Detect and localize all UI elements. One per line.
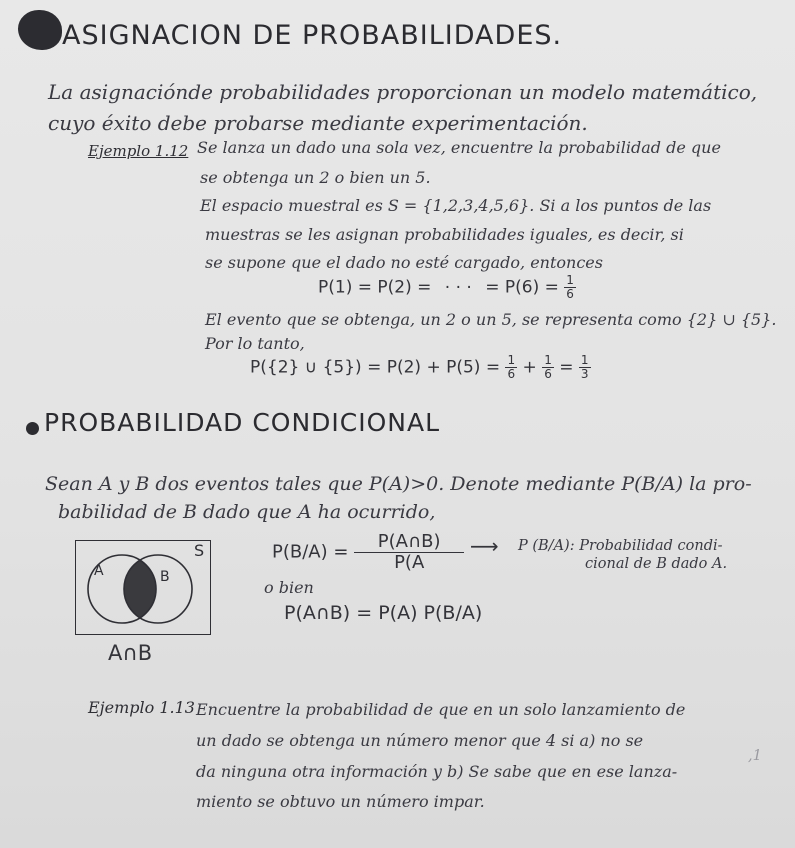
example-2-label: Ejemplo 1.13 xyxy=(88,698,195,717)
example-1-label: Ejemplo 1.12 xyxy=(88,142,189,160)
title-bullet xyxy=(18,10,62,50)
formula-fraction xyxy=(354,532,464,573)
frac-num: 1 xyxy=(507,353,516,367)
note-line-1: Probabilidad condi- xyxy=(579,538,723,554)
formula-note-line-2: cional de B dado A. xyxy=(585,556,728,572)
formula-den: P(A xyxy=(394,551,425,573)
example-2-line-2: un dado se obtenga un número menor que 4 si a) no se xyxy=(196,731,644,750)
frac-num: 1 xyxy=(544,353,552,367)
event-line: El evento que se obtenga, un 2 o un 5, se representa como {2} ∪ {5}. xyxy=(205,310,777,329)
fraction-one-sixth-a xyxy=(505,354,517,381)
example-1-line-3: El espacio muestral es S = {1,2,3,4,5,6}. Si a los puntos de las xyxy=(200,196,712,215)
frac-den: 6 xyxy=(507,367,516,382)
por-lo-tanto: Por lo tanto, xyxy=(205,334,305,353)
frac-den: 6 xyxy=(566,287,574,302)
equation-equal-probabilities xyxy=(318,274,576,301)
fraction-one-sixth xyxy=(564,274,576,301)
margin-mark: ,1 xyxy=(748,748,762,764)
frac-den: 3 xyxy=(580,367,589,382)
eq2-plus: + xyxy=(522,357,537,378)
formula-arrow: ⟶ xyxy=(470,534,499,558)
venn-label-a: A xyxy=(94,563,104,579)
example-2-line-1: Encuentre la probabilidad de que en un solo lanzamiento de xyxy=(196,700,686,719)
section-title: PROBABILIDAD CONDICIONAL xyxy=(44,408,441,437)
o-bien: o bien xyxy=(264,578,314,597)
section-bullet xyxy=(26,422,39,435)
example-1-line-4: muestras se les asignan probabilidades iguales, es decir, si xyxy=(205,225,684,244)
multiplication-rule: P(A∩B) = P(A) P(B/A) xyxy=(284,602,483,624)
note-head: P (B/A): xyxy=(518,538,575,554)
section-line-2: babilidad de B dado que A ha ocurrido, xyxy=(58,501,436,523)
frac-den: 6 xyxy=(544,367,552,382)
fraction-one-sixth-b xyxy=(542,354,554,381)
venn-diagram-box xyxy=(75,540,211,635)
intro-line-2: cuyo éxito debe probarse mediante experimentación. xyxy=(48,111,588,135)
eq1-left: P(1) = P(2) = xyxy=(318,277,432,298)
eq1-dots: · · · xyxy=(444,277,472,298)
frac-num: 1 xyxy=(580,353,589,367)
conditional-formula xyxy=(272,532,464,573)
page-title: ASIGNACION DE PROBABILIDADES. xyxy=(62,20,563,51)
example-2-line-3: da ninguna otra información y b) Se sabe que en ese lanza- xyxy=(196,762,678,781)
example-1-line-2: se obtenga un 2 o bien un 5. xyxy=(200,168,431,187)
frac-num: 1 xyxy=(566,273,574,287)
example-1-line-1: Se lanza un dado una sola vez, encuentre la probabilidad de que xyxy=(197,138,721,157)
venn-diagram xyxy=(76,541,210,634)
formula-note-head xyxy=(518,538,723,554)
equation-union xyxy=(250,354,591,381)
example-2-line-4: miento se obtuvo un número impar. xyxy=(196,792,485,811)
venn-label-s: S xyxy=(194,541,205,560)
formula-num: P(A∩B) xyxy=(354,532,464,553)
intro-line-1: La asignaciónde probabilidades proporcionan un modelo matemático, xyxy=(48,80,758,104)
section-line-1: Sean A y B dos eventos tales que P(A)>0. Denote mediante P(B/A) la pro- xyxy=(45,473,752,495)
venn-label-b: B xyxy=(160,569,170,585)
venn-caption: A∩B xyxy=(108,641,153,665)
eq2-equals: = xyxy=(559,357,574,378)
example-1-line-5: se supone que el dado no esté cargado, entonces xyxy=(205,253,603,272)
fraction-one-third xyxy=(579,354,591,381)
eq2-left: P({2} ∪ {5}) = P(2) + P(5) = xyxy=(250,357,501,378)
formula-lhs: P(B/A) = xyxy=(272,541,349,563)
eq1-right: = P(6) = xyxy=(485,277,559,298)
